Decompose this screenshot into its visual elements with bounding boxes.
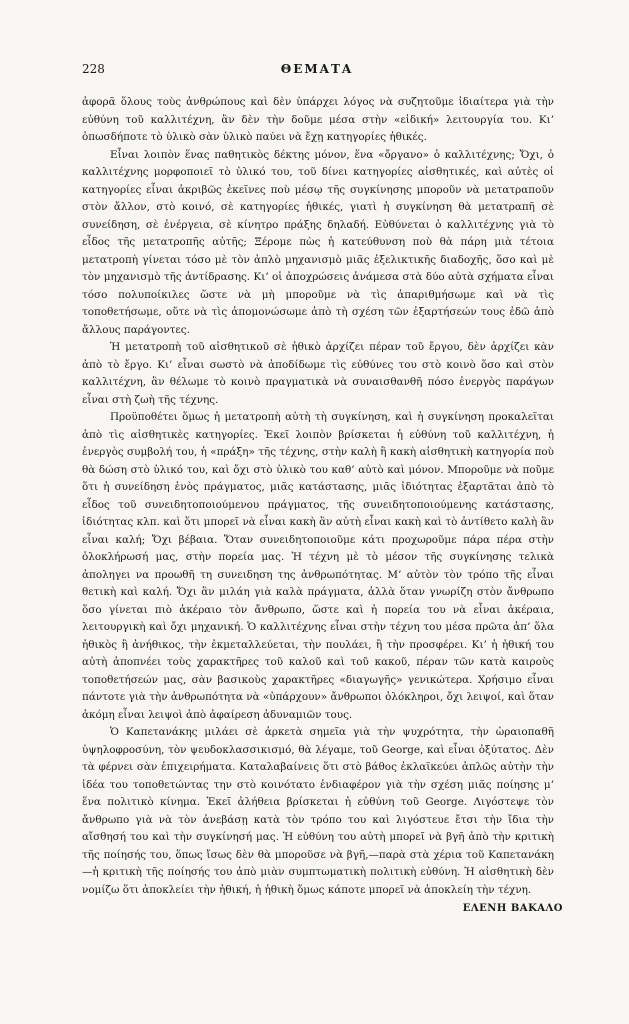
- paragraph-4: Προϋποθέτει ὅμως ἡ μετατροπὴ αὐτὴ τὴ συγκίνηση, καὶ ἡ συγκίνηση προκαλεῖται ἀπὸ τὶς αἰσθητικὲς κατηγορίες. Ἐκεῖ λοιπὸν βρίσκεται ἡ εὐθύνη τοῦ καλλιτέχνη, ἡ ἐνεργὸς συμβολή του, ἡ «πράξη» τῆς τέχνης, στὴν καλὴ ἢ κακὴ αἰσθητικὴ κατηγορία ποὺ θὰ δώση στὸ ὑλικό του, καὶ ὄχι στὸ ὑλικὸ του καθ’ αὑτὸ καὶ μόνον. Μποροῦμε νὰ ποῦμε ὅτι ἡ συνείδηση ἑνὸς πράγματος, μιᾶς κατάστασης, μιᾶς ἰδιότητας ἐξαρτᾶται ἀπὸ τὸ εἶδος τοῦ συνειδητοποιούμενου πράγματος, τῆς συνειδητοποιούμενης κατάστασης, ἰδιότητας κλπ. καὶ ὅτι μπορεῖ νὰ εἶναι κακὴ ἂν αὐτὴ εἶναι κακὴ καὶ τὸ ἀντίθετο καλὴ ἂν εἶναι καλή; Ὄχι βέβαια. Ὅταν συνειδητοποιοῦμε κάτι προχωροῦμε πάρα πέρα στὴν ὁλοκλήρωσή μας, στὴν πορεία μας. Ἡ τέχνη μὲ τὸ μέσον τῆς συγκίνησης τελικὰ ἀποληγει να προωθῆ τη συνειδηση της ἀνθρωπότητας. Μ’ αὐτὸν τὸν τρόπο τῆς εἶναι θετικὴ καὶ καλή. Ὄχι ἂν μιλάη γιὰ καλὰ πράγματα, ἀλλὰ ὅταν γνωρίζη στὸν ἄνθρωπο ὅσο γίνεται πιὸ ἀκέραιο τὸν ἄνθρωπο, ὥστε καὶ ἡ πορεία του νὰ εἶναι ἀκέραια, λειτουργικὴ καὶ ὄχι μηχανική. Ὁ καλλιτέχνης εἶναι στὴν τέχνη του μέσα πρῶτα ἀπ’ ὅλα ἠθικὸς ἢ ἀνήθικος, τὴν ἐκμεταλλεύεται, τὴν πουλάει, ἢ τὴν προσφέρει. Κι’ ἡ ἠθική του αὐτὴ ἀποπνέει τοὺς χαρακτῆρες τοῦ καλοῦ καὶ τοῦ κακοῦ, πέραν τῶν κατὰ καιροὺς τοποθετήσεών μας, σὰν βασικοὺς χαρακτῆρες «διαγωγῆς» γενικώτερα. Χρήσιμο εἶναι πάντοτε γιὰ τὴν ἀνθρωπότητα νὰ «ὑπάρχουν» ἄνθρωποι ὁλόκληροι, ὄχι λειψοί, καὶ ὅταν ἀκόμη εἶναι λειψοὶ ἀπὸ ἀφαίρεση ἀδυναμιῶν τους.: [82, 411, 554, 721]
- paragraph-1: ἀφορᾶ ὅλους τοὺς ἀνθρώπους καὶ δὲν ὑπάρχει λόγος νὰ συζητοῦμε ἰδιαίτερα γιὰ τὴν εὐθύνη τοῦ καλλιτέχνη, ἂν δὲν τὴν δοῦμε μέσα στὴν «εἰδική» λειτουργία του. Κι’ ὁπωσδήποτε τὸ ὑλικὸ σὰν ὑλικὸ παύει νὰ ἔχῃ κατηγορίες ἠθικές.: [82, 96, 554, 143]
- paragraph-3: Ἡ μετατροπὴ τοῦ αἰσθητικοῦ σὲ ἠθικὸ ἀρχίζει πέραν τοῦ ἔργου, δὲν ἀρχίζει κὰν ἀπὸ τὸ ἔργο. Κι’ εἶναι σωστὸ νὰ ἀποδίδωμε τὶς εὐθύνες του στὸ κοινὸ ὅσο καὶ στὸν καλλιτέχνη, ἂν θέλωμε τὸ κοινὸ πραγματικὰ νὰ συναισθανθῆ πόσο ἐνεργὸς παράγων εἶναι στὴ ζωὴ τῆς τέχνης.: [82, 341, 554, 406]
- article-body: [82, 94, 554, 899]
- page-header: [82, 62, 552, 78]
- paragraph-2: Εἶναι λοιπὸν ἕνας παθητικὸς δέκτης μόνον, ἕνα «ὄργανο» ὁ καλλιτέχνης; Ὄχι, ὁ καλλιτέχνης μορφοποιεῖ τὸ ὑλικό του, τοῦ δίνει κατηγορίες αἰσθητικές, καὶ αὐτὲς οἱ κατηγορίες εἶναι ἀκριβῶς ἐκεῖνες ποὺ μέσῳ τῆς συγκίνησης μποροῦν νὰ μετατραποῦν στὸν ἄλλον, στὸ κοινό, σὲ κατηγορίες ἠθικές, γιατὶ ἡ συγκίνηση θὰ μετατραπῆ σὲ συνείδηση, σὲ ἐνέργεια, σὲ κίνητρο πράξης δηλαδή. Εὐθύνεται ὁ καλλιτέχνης γιὰ τὸ εἶδος τῆς μετατροπῆς αὐτῆς; Ξέρομε πὼς ἡ κατεύθυνση ποὺ θὰ πάρη μιὰ τέτοια μετατροπὴ γίνεται τόσο μὲ τὸν ἁπλὸ μηχανισμὸ μιᾶς ἐξελικτικῆς διαδοχῆς, ὅσο καὶ μὲ τὸν μηχανισμὸ τῆς ἀντίδρασης. Κι’ οἱ ἀποχρώσεις ἀνάμεσα στὰ δύο αὐτὰ σχήματα εἶναι τόσο πολυποίκιλες ὥστε νὰ μὴ μποροῦμε νὰ τὶς ἀπαριθμήσωμε καὶ νὰ τὶς τοποθετήσωμε, οὔτε νὰ τὶς ἀπομονώσωμε ἀπὸ τὴ σχέση τῶν ἐξαρτήσεών τους ἐδῶ ἀπὸ ἄλλους παράγοντες.: [82, 148, 554, 336]
- running-title: ΘΕΜΑΤΑ: [280, 62, 354, 76]
- paragraph-5: Ὁ Καπετανάκης μιλάει σὲ ἀρκετὰ σημεῖα γιὰ τὴν ψυχρότητα, τὴν ὡραιοπαθῆ ὑψηλοφροσύνη, τὸν ψευδοκλασσικισμό, θὰ λέγαμε, τοῦ George, καὶ εἶναι ὀξύτατος. Δὲν τὰ φέρνει σὰν ἐπιχειρήματα. Καταλαβαίνεις ὅτι στὸ βάθος ἐκλαϊκεύει ἁπλῶς αὐτὴν τὴν ἰδέα του τοποθετώντας την στὸ κοινότατο ἐνδιαφέρον γιὰ τὴν σχέση μιᾶς ποίησης μ’ ἕνα πολιτικὸ κίνημα. Ἐκεῖ ἀλήθεια βρίσκεται ἡ εὐθύνη τοῦ George. Λιγόστεψε τὸν ἄνθρωπο γιὰ νὰ τὸν ἀνεβάσῃ κατὰ τὸν τρόπο του καὶ λιγόστευε ἔτσι τὴν ἴδια τὴν αἴσθησή του καὶ τὴν συγκίνησή μας. Ἡ εὐθύνη του αὐτὴ μπορεῖ νὰ βγῆ ἀπὸ τὴν κριτικὴ τῆς ποίησής του, ὅπως ἴσως δὲν θὰ μποροῦσε νὰ βγῆ,—παρὰ στὰ χέρια τοῦ Καπετανάκη—ἡ κριτικὴ τῆς ποίησής του ἀπὸ μιὰν συμπτωματικὴ πολιτικὴ εὐθύνη. Ἡ αἰσθητικὴ δὲν νομίζω ὅτι ἀποκλείει τὴν ἠθική, ἡ ἠθικὴ ὅμως κάποτε μπορεῖ νὰ ἀποκλείη τὴν τέχνη.: [82, 726, 554, 896]
- author-signature: ΕΛΕΝΗ ΒΑΚΑΛΟ: [462, 903, 563, 914]
- page-number: 228: [82, 62, 105, 76]
